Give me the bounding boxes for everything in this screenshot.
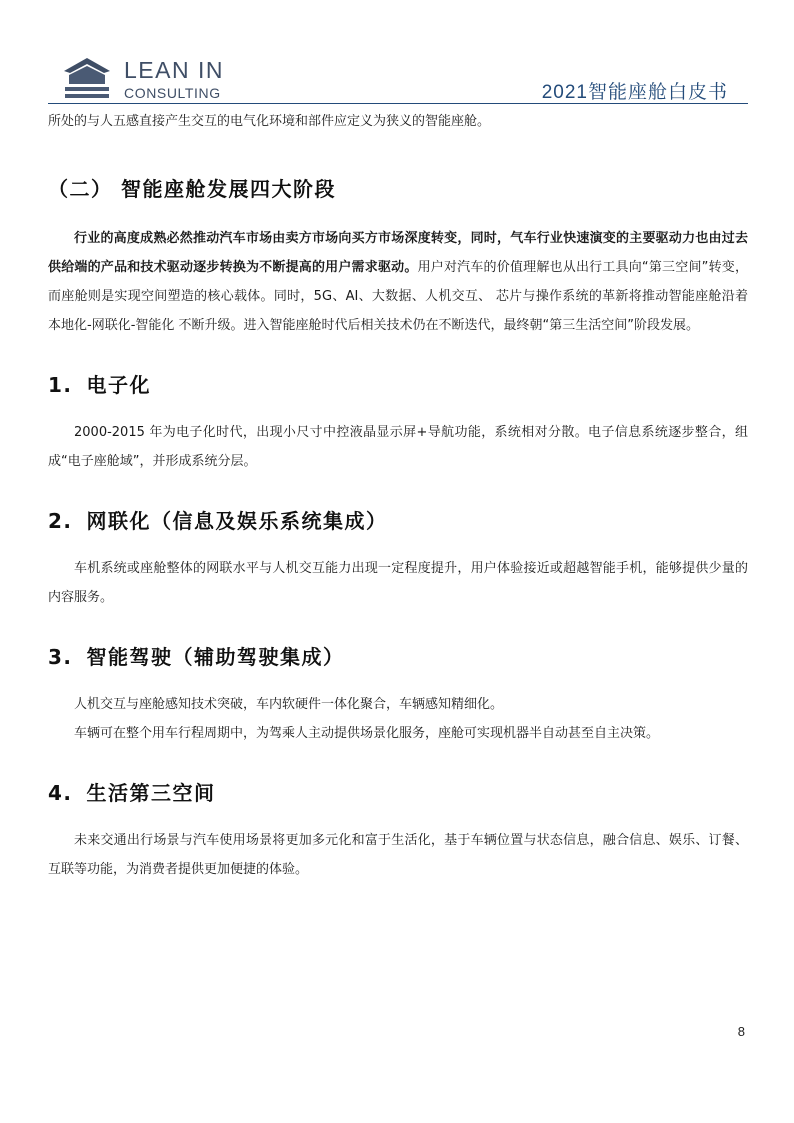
stage-title: 生活第三空间: [86, 781, 216, 805]
stage-1-paragraph: 2000-2015 年为电子化时代，出现小尺寸中控液晶显示屏+导航功能，系统相对分散。电子信息系统逐步整合，组成“电子座舱域”，并形成系统分层。: [48, 425, 748, 469]
logo-wordmark-line1: LEAN IN: [124, 57, 224, 83]
intro-bold-text: 行业的高度成熟必然推动汽车市场由卖方市场向买方市场深度转变，同时，气车行业快速演变的主要驱动力也由过去供给端的产品和技术驱动逐步转换为不断提高的用户需求驱动。: [48, 231, 748, 275]
stage-heading-4: [48, 778, 748, 808]
page-header: [0, 0, 794, 110]
lean-in-logo-icon: [62, 56, 112, 100]
stage-number: 4.: [48, 781, 73, 805]
stage-number: 2.: [48, 509, 73, 533]
stage-heading-2: [48, 506, 748, 536]
stage-title: 网联化（信息及娱乐系统集成）: [86, 509, 388, 533]
document-title: 2021智能座舱白皮书: [541, 82, 728, 103]
stage-3-paragraph-1: 人机交互与座舱感知技术突破，车内软硬件一体化聚合，车辆感知精细化。: [74, 697, 504, 712]
section-heading: （二） 智能座舱发展四大阶段: [48, 177, 336, 201]
stage-2-paragraph: 车机系统或座舱整体的网联水平与人机交互能力出现一定程度提升，用户体验接近或超越智能手机，能够提供少量的内容服务。: [48, 561, 748, 605]
header-divider: [48, 103, 748, 104]
carryover-paragraph: 所处的与人五感直接产生交互的电气化环境和部件应定义为狭义的智能座舱。: [48, 114, 491, 129]
intro-paragraph: [48, 224, 748, 340]
intro-regular-text: 用户对汽车的价值理解也从出行工具向“第三空间”转变，而座舱则是实现空间塑造的核心载体。同时，5G、AI、大数据、人机交互、 芯片与操作系统的革新将推动智能座舱沿着 本地化-网联化-智能化 不断升级。进入智能座舱时代后相关技术仍在不断迭代，最终朝“第三生活空间”阶段发展。: [48, 260, 748, 333]
stage-heading-1: [48, 370, 748, 400]
stage-3-paragraph-2: 车辆可在整个用车行程周期中，为驾乘人主动提供场景化服务，座舱可实现机器半自动甚至自主决策。: [74, 726, 660, 741]
stage-heading-3: [48, 642, 748, 672]
logo-wordmark-line2: CONSULTING: [124, 85, 221, 101]
stage-4-paragraph: 未来交通出行场景与汽车使用场景将更加多元化和富于生活化，基于车辆位置与状态信息，融合信息、娱乐、订餐、互联等功能，为消费者提供更加便捷的体验。: [48, 833, 748, 877]
page-body: [48, 106, 748, 884]
stage-number: 1.: [48, 373, 73, 397]
stage-title: 智能驾驶（辅助驾驶集成）: [86, 645, 345, 669]
stage-title: 电子化: [86, 373, 152, 397]
page-number: 8: [737, 1024, 745, 1039]
stage-number: 3.: [48, 645, 73, 669]
